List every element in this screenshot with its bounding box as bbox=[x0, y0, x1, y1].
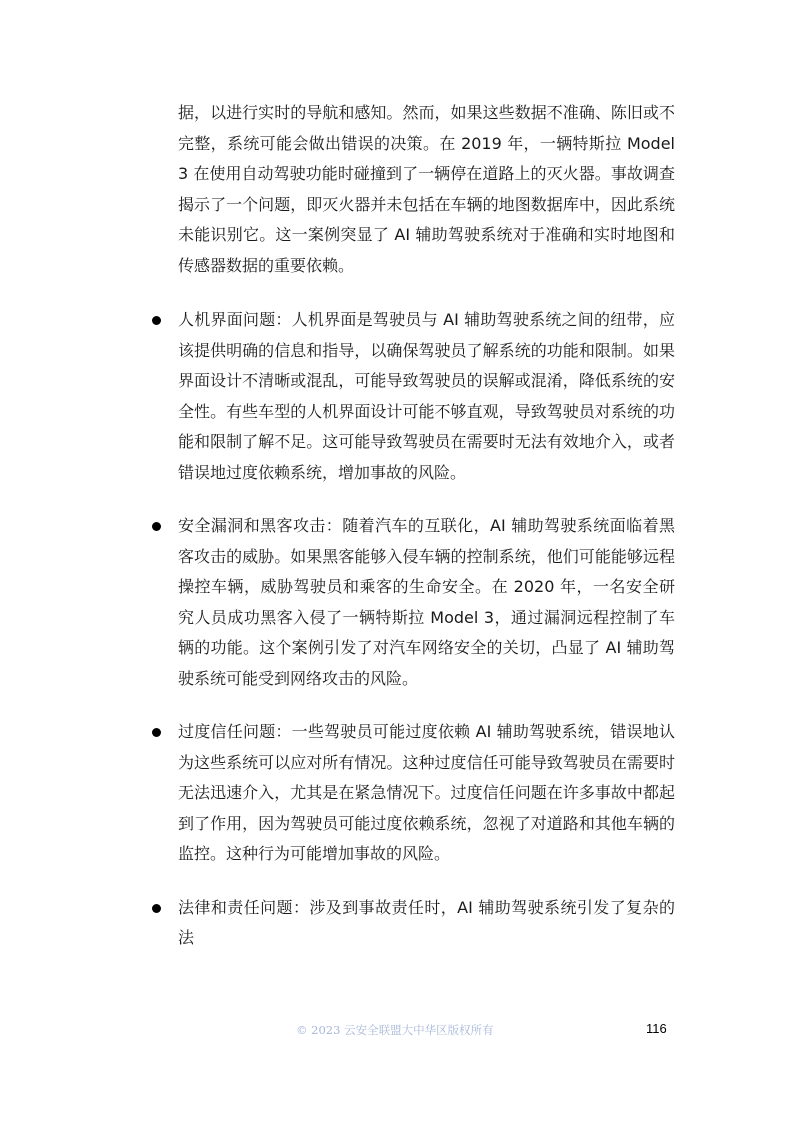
bullet-dot-icon bbox=[152, 522, 161, 531]
bullet-text: 安全漏洞和黑客攻击：随着汽车的互联化，AI 辅助驾驶系统面临着黑客攻击的威胁。如果黑客能够入侵车辆的控制系统，他们可能能够远程操控车辆，威胁驾驶员和乘客的生命安全。在 2020 年，一名安全研究人员成功黑客入侵了一辆特斯拉 Model 3，通过漏洞远程控制了车辆的功能。这个案例引发了对汽车网络安全的关切，凸显了 AI 辅助驾驶系统可能受到网络攻击的风险。 bbox=[178, 516, 675, 688]
page-footer bbox=[0, 1022, 793, 1042]
bullet-dot-icon bbox=[152, 728, 161, 737]
footer-copyright: © 2023 云安全联盟大中华区版权所有 bbox=[296, 1023, 494, 1037]
bullet-text: 法律和责任问题：涉及到事故责任时，AI 辅助驾驶系统引发了复杂的法 bbox=[178, 897, 675, 947]
bullet-dot-icon bbox=[152, 904, 161, 913]
bullet-dot-icon bbox=[152, 316, 161, 325]
page-number: 116 bbox=[646, 1021, 667, 1036]
bullet-text: 人机界面问题：人机界面是驾驶员与 AI 辅助驾驶系统之间的纽带，应该提供明确的信息和指导，以确保驾驶员了解系统的功能和限制。如果界面设计不清晰或混乱，可能导致驾驶员的误解或混淆，降低系统的安全性。有些车型的人机界面设计可能不够直观，导致驾驶员对系统的功能和限制了解不足。这可能导致驾驶员在需要时无法有效地介入，或者错误地过度依赖系统，增加事故的风险。 bbox=[178, 310, 675, 482]
bullet-item-security bbox=[178, 511, 675, 694]
document-body bbox=[178, 98, 675, 977]
intro-paragraph: 据，以进行实时的导航和感知。然而，如果这些数据不准确、陈旧或不完整，系统可能会做出错误的决策。在 2019 年，一辆特斯拉 Model 3 在使用自动驾驶功能时碰撞到了一辆停在道路上的灭火器。事故调查揭示了一个问题，即灭火器并未包括在车辆的地图数据库中，因此系统未能识别它。这一案例突显了 AI 辅助驾驶系统对于准确和实时地图和传感器数据的重要依赖。 bbox=[178, 103, 675, 275]
bullet-text: 过度信任问题：一些驾驶员可能过度依赖 AI 辅助驾驶系统，错误地认为这些系统可以应对所有情况。这种过度信任可能导致驾驶员在需要时无法迅速介入，尤其是在紧急情况下。过度信任问题在许多事故中都起到了作用，因为驾驶员可能过度依赖系统，忽视了对道路和其他车辆的监控。这种行为可能增加事故的风险。 bbox=[178, 722, 675, 863]
bullet-item-legal bbox=[178, 893, 675, 954]
bullet-item-overtrust bbox=[178, 717, 675, 870]
bullet-item-hmi bbox=[178, 305, 675, 488]
